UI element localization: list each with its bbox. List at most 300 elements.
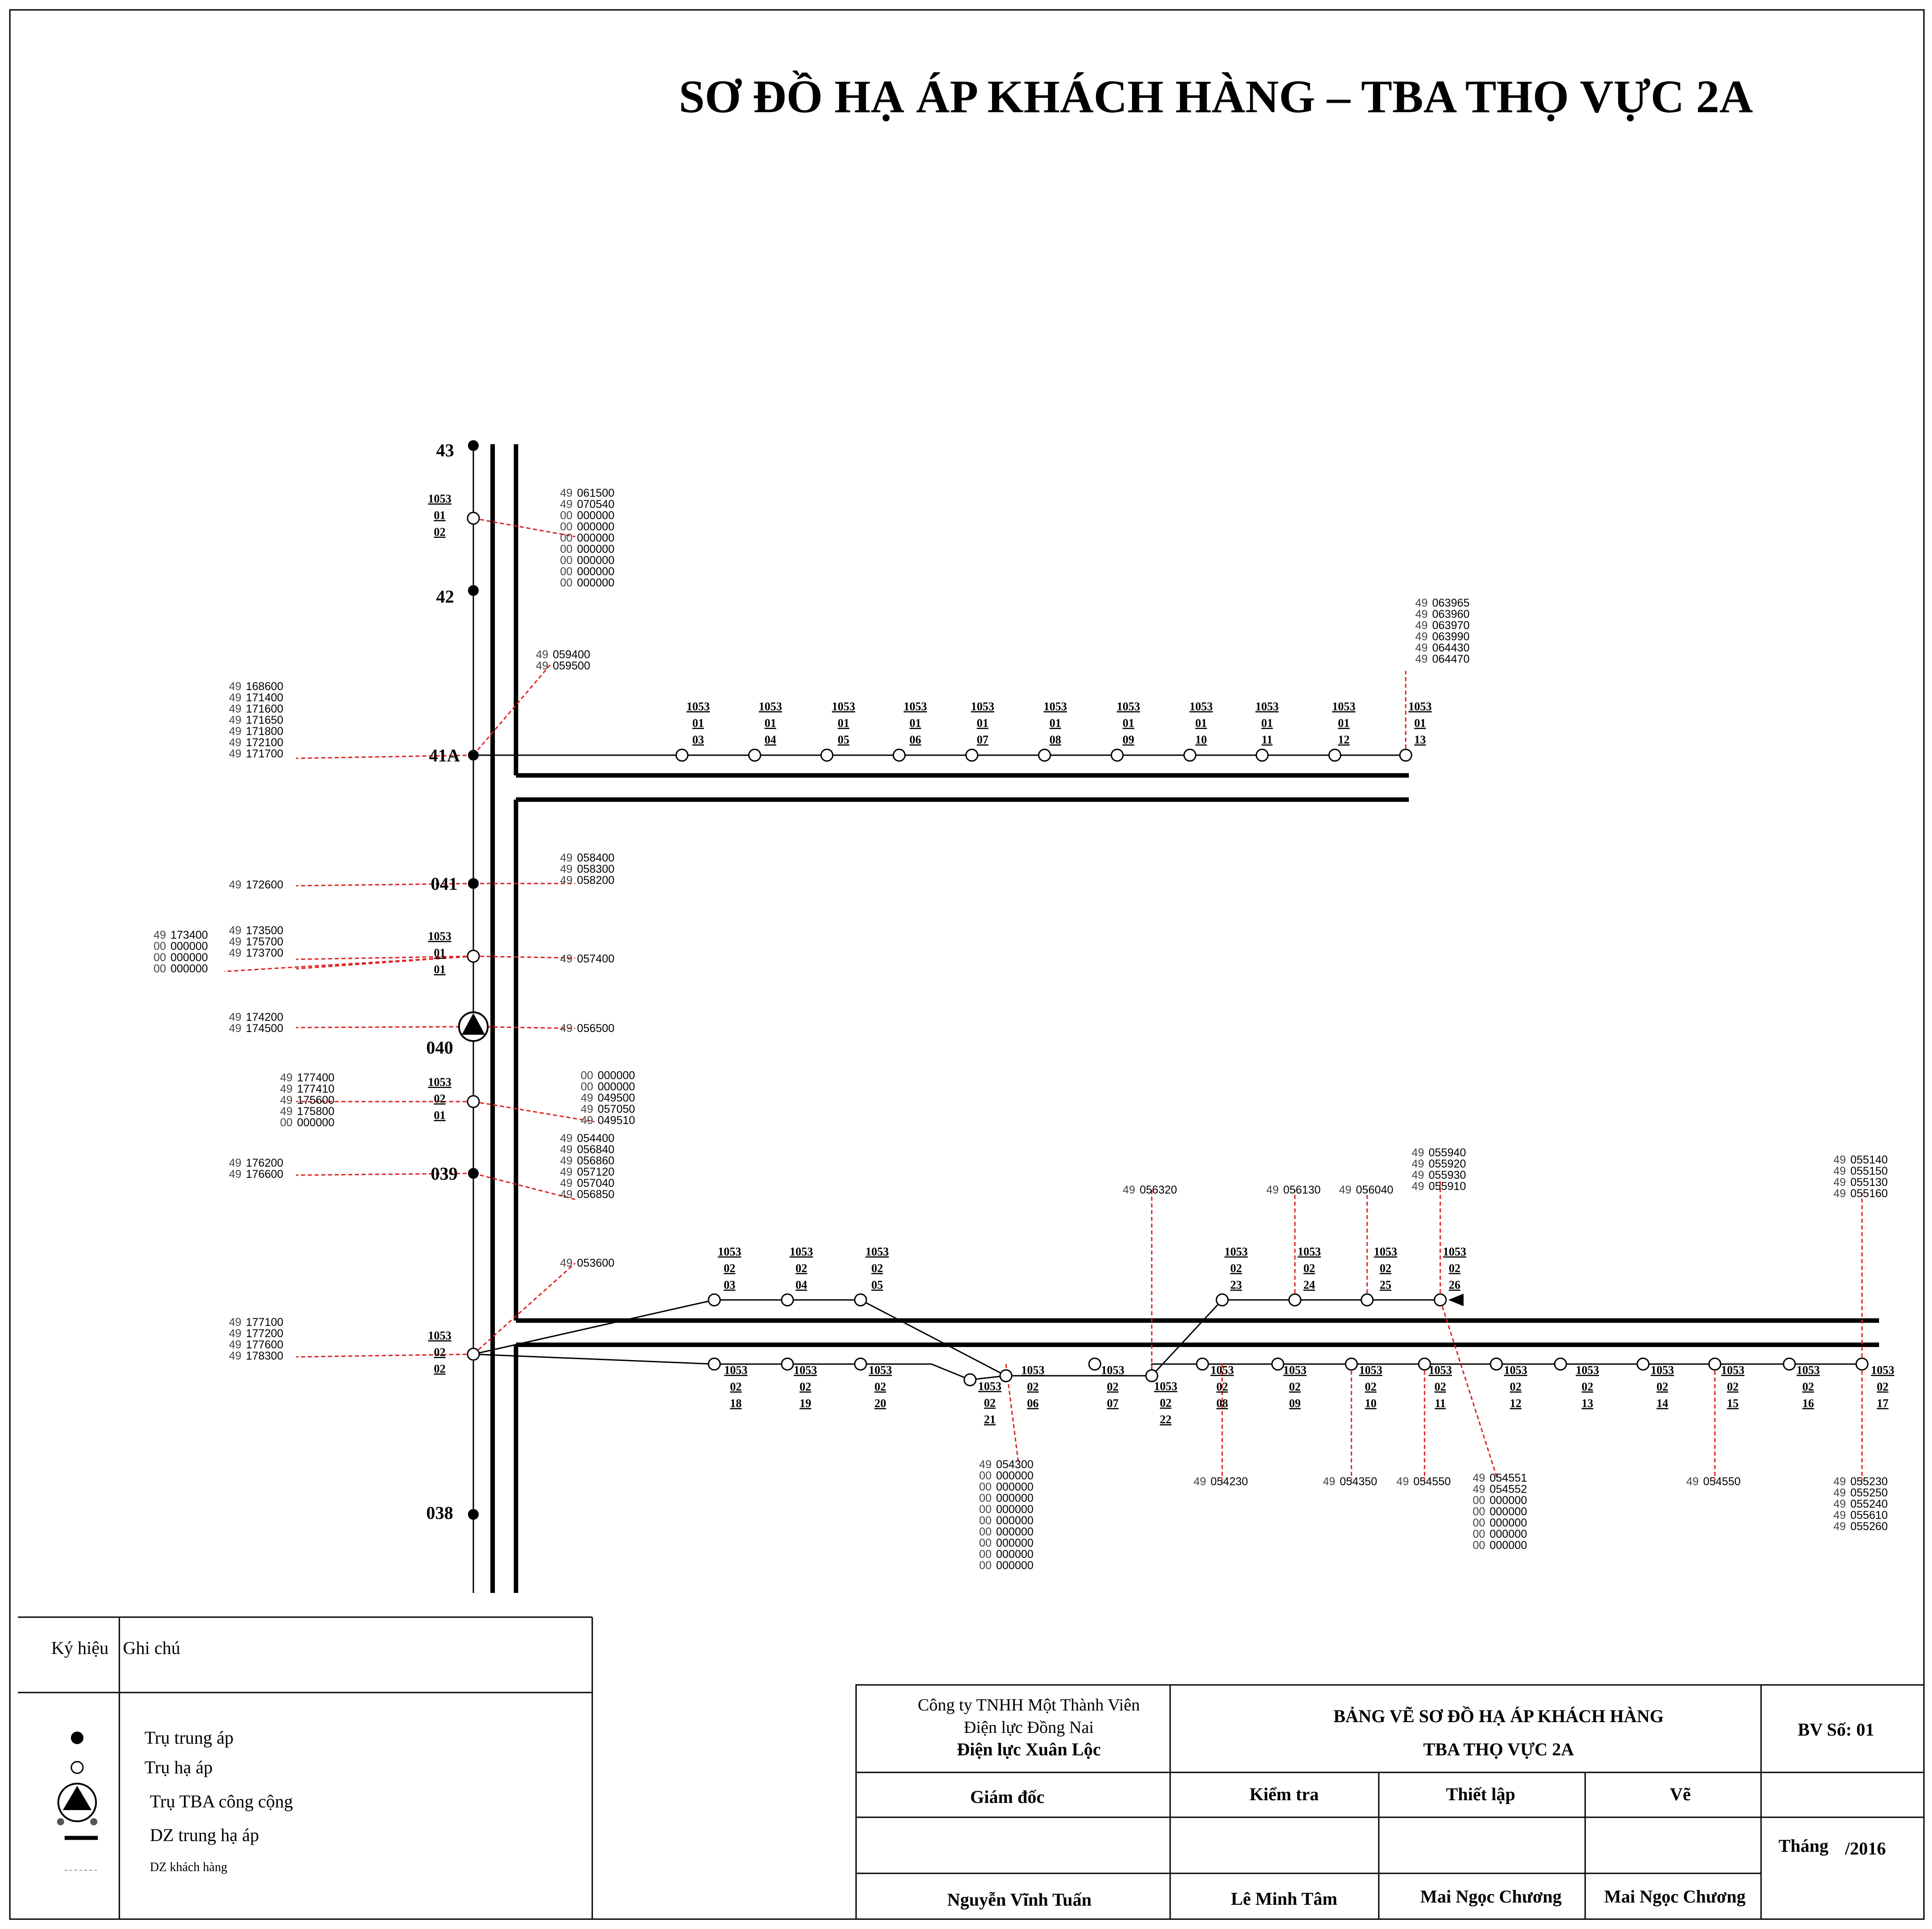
- meter-number: 000000: [170, 962, 208, 975]
- pole-code-line: 1053: [971, 700, 994, 713]
- pole-code-line: 1053: [869, 1364, 892, 1377]
- meter-prefix: 49: [560, 498, 573, 511]
- pole-code-line: 1053: [1101, 1364, 1124, 1377]
- name-check: Lê Minh Tâm: [1231, 1889, 1338, 1909]
- lv-pole-code: [1429, 1364, 1452, 1410]
- meter-number: 000000: [996, 1492, 1034, 1505]
- pole-code-line: 1053: [1021, 1364, 1045, 1377]
- meter-number: 055250: [1850, 1487, 1888, 1499]
- meter-number: 000000: [297, 1116, 335, 1129]
- pole-code-line: 07: [977, 733, 988, 746]
- meter-prefix: 49: [229, 924, 241, 937]
- pole-code-line: 01: [1049, 717, 1061, 730]
- lv-pole-02-02[interactable]: [468, 1348, 479, 1360]
- meter-number: 000000: [996, 1481, 1034, 1493]
- lv-pole-01-07[interactable]: [966, 749, 978, 761]
- meter-number: 000000: [1490, 1539, 1527, 1552]
- pole-code-line: 23: [1230, 1278, 1242, 1291]
- meter-prefix: 00: [1473, 1494, 1485, 1507]
- meter-prefix: 00: [560, 554, 573, 567]
- meter-number: 000000: [996, 1470, 1034, 1482]
- lv-pole-code: [865, 1245, 889, 1291]
- pole-code-line: 01: [434, 946, 446, 959]
- meter-prefix: 49: [229, 936, 241, 948]
- meter-prefix: 49: [229, 947, 241, 959]
- lv-pole-code: [1117, 700, 1140, 746]
- pole-code-line: 10: [1365, 1397, 1377, 1410]
- lv-pole-code: [428, 930, 451, 976]
- pole-code-line: 02: [871, 1262, 883, 1275]
- meter-number: 055140: [1850, 1154, 1888, 1166]
- lv-pole-01-11[interactable]: [1256, 749, 1268, 761]
- lv-pole-code: [1224, 1245, 1248, 1291]
- substation-symbol-040[interactable]: [459, 1012, 488, 1041]
- pole-code-line: 1053: [1154, 1380, 1177, 1393]
- lv-pole-02-05[interactable]: [855, 1294, 866, 1306]
- pole-code-line: 02: [1216, 1380, 1228, 1393]
- meter-layer: [153, 487, 1888, 1572]
- meter-prefix: 49: [1323, 1475, 1335, 1488]
- pole-code-line: 09: [1123, 733, 1134, 746]
- meter-group-m26: [1396, 1475, 1451, 1488]
- meter-group-m14: [229, 1157, 283, 1181]
- meter-number: 057040: [577, 1177, 615, 1190]
- meter-prefix: 49: [229, 879, 241, 891]
- meter-prefix: 49: [560, 852, 573, 864]
- meter-number: 059500: [553, 660, 590, 672]
- meter-prefix: 00: [979, 1492, 992, 1505]
- pole-code-line: 08: [1049, 733, 1061, 746]
- meter-number: 055930: [1429, 1169, 1466, 1181]
- pole-code-line: 1053: [1871, 1364, 1894, 1377]
- pole-code-line: 02: [984, 1396, 996, 1409]
- lv-pole-code: [724, 1364, 747, 1410]
- pole-code-line: 02: [724, 1262, 735, 1275]
- pole-code-line: 02: [1380, 1262, 1391, 1275]
- meter-prefix: 49: [1266, 1184, 1279, 1196]
- lv-pole-code: [1211, 1364, 1234, 1410]
- lv-pole-02-18[interactable]: [708, 1358, 720, 1370]
- pole-code-line: 07: [1107, 1397, 1119, 1410]
- mv-label-041: 041: [431, 874, 458, 894]
- meter-number: 168600: [246, 680, 284, 693]
- meter-group-m20: [1339, 1184, 1393, 1196]
- lv-pole-code: [832, 700, 855, 746]
- lv-pole-code: [971, 700, 994, 746]
- pole-code-line: 1053: [978, 1380, 1001, 1393]
- mv-bus-lines: [493, 444, 1879, 1593]
- meter-number: 000000: [577, 521, 615, 533]
- lv-pole-code: [869, 1364, 892, 1410]
- meter-number: 000000: [598, 1069, 635, 1082]
- lv-pole-02-21[interactable]: [964, 1374, 976, 1386]
- pole-code-line: 02: [1303, 1262, 1315, 1275]
- lv-pole-02-13[interactable]: [1555, 1358, 1566, 1370]
- pole-code-line: 15: [1727, 1397, 1739, 1410]
- lv-pole-02-24[interactable]: [1289, 1294, 1301, 1306]
- pole-code-line: 02: [1160, 1396, 1171, 1409]
- meter-number: 056040: [1356, 1184, 1394, 1196]
- meter-group-m27: [1473, 1472, 1527, 1552]
- role-check: Kiểm tra: [1249, 1784, 1319, 1804]
- meter-number: 000000: [1490, 1517, 1527, 1529]
- meter-number: 055610: [1850, 1509, 1888, 1522]
- lv-pole-code: [1359, 1364, 1382, 1410]
- mv-label-43: 43: [436, 440, 454, 460]
- meter-number: 063970: [1432, 619, 1470, 632]
- pole-code-line: 1053: [904, 700, 927, 713]
- meter-number: 178300: [246, 1350, 284, 1362]
- pole-code-line: 1053: [832, 700, 855, 713]
- pole-code-line: 01: [765, 717, 776, 730]
- pole-code-line: 01: [838, 717, 849, 730]
- lv-pole-01-08[interactable]: [1039, 749, 1050, 761]
- meter-group-m15: [560, 1132, 614, 1201]
- meter-group-m6: [229, 879, 283, 891]
- meter-number: 055130: [1850, 1176, 1888, 1189]
- pole-code-line: 1053: [724, 1364, 747, 1377]
- pole-code-line: 02: [1230, 1262, 1242, 1275]
- pole-code-line: 02: [1027, 1380, 1039, 1393]
- meter-number: 055240: [1850, 1498, 1888, 1510]
- meter-number: 057120: [577, 1166, 615, 1178]
- meter-number: 055260: [1850, 1520, 1888, 1533]
- lv-pole-02-01[interactable]: [468, 1096, 479, 1107]
- meter-prefix: 49: [1412, 1169, 1424, 1181]
- lv-pole-02-20[interactable]: [855, 1358, 866, 1370]
- lv-pole-02-07[interactable]: [1089, 1358, 1101, 1370]
- meter-number: 055920: [1429, 1158, 1466, 1170]
- company-line-1: Công ty TNHH Một Thành Viên: [918, 1696, 1140, 1715]
- pole-code-line: 02: [796, 1262, 807, 1275]
- legend-lv-pole-icon: [71, 1762, 83, 1773]
- pole-code-line: 1053: [1298, 1245, 1321, 1258]
- meter-number: 000000: [996, 1526, 1034, 1538]
- meter-prefix: 49: [1415, 653, 1428, 665]
- pole-code-line: 26: [1449, 1278, 1460, 1291]
- pole-code-line: 06: [909, 733, 921, 746]
- meter-group-m22: [1833, 1154, 1888, 1200]
- lv-pole-code: [428, 1076, 451, 1122]
- lv-pole-02-25[interactable]: [1361, 1294, 1373, 1306]
- pole-code-line: 02: [434, 525, 446, 538]
- pole-code-line: 10: [1195, 733, 1207, 746]
- pole-code-line: 01: [1195, 717, 1207, 730]
- mv-pole-041[interactable]: [468, 878, 479, 889]
- mv-label-038: 038: [426, 1503, 453, 1523]
- meter-number: 000000: [996, 1548, 1034, 1561]
- meter-prefix: 49: [229, 1327, 241, 1340]
- pole-code-line: 12: [1510, 1397, 1521, 1410]
- mv-label-040: 040: [426, 1037, 453, 1058]
- lv-pole-code: [1154, 1380, 1177, 1426]
- meter-number: 172600: [246, 879, 284, 891]
- meter-number: 054400: [577, 1132, 615, 1145]
- pole-code-line: 18: [730, 1397, 742, 1410]
- lv-pole-code: [686, 700, 710, 746]
- lv-pole-code: [1255, 700, 1279, 746]
- lv-pole-02-10[interactable]: [1346, 1358, 1357, 1370]
- company-line-2: Điện lực Đồng Nai: [964, 1718, 1094, 1737]
- lv-pole-02-15[interactable]: [1709, 1358, 1721, 1370]
- meter-prefix: 49: [229, 736, 241, 749]
- lv-pole-code: [790, 1245, 813, 1291]
- meter-number: 055910: [1429, 1180, 1466, 1193]
- pole-code-line: 02: [1582, 1380, 1593, 1393]
- meter-number: 056860: [577, 1155, 615, 1167]
- lv-pole-02-26[interactable]: [1434, 1294, 1446, 1306]
- meter-prefix: 49: [229, 714, 241, 726]
- meter-number: 174200: [246, 1011, 284, 1024]
- pole-code-line: 02: [1877, 1380, 1888, 1393]
- name-draw: Mai Ngọc Chương: [1604, 1886, 1746, 1907]
- meter-prefix: 00: [153, 962, 166, 975]
- meter-prefix: 00: [581, 1080, 593, 1093]
- lv-pole-code: [1189, 700, 1213, 746]
- lv-pole-02-17[interactable]: [1856, 1358, 1868, 1370]
- lv-pole-02-06[interactable]: [1000, 1370, 1012, 1382]
- pole-code-line: 1053: [790, 1245, 813, 1258]
- mv-pole-43[interactable]: [468, 440, 479, 451]
- pole-code-line: 1053: [1429, 1364, 1452, 1377]
- pole-code-line: 01: [1123, 717, 1134, 730]
- meter-group-m1: [560, 487, 614, 589]
- meter-group-m9: [560, 953, 614, 965]
- pole-code-line: 17: [1877, 1397, 1888, 1410]
- meter-prefix: 00: [560, 565, 573, 578]
- lv-pole-02-04[interactable]: [782, 1294, 793, 1306]
- lv-pole-01-04[interactable]: [749, 749, 761, 761]
- meter-number: 056500: [577, 1022, 615, 1035]
- customer-lines: [224, 518, 1862, 1481]
- mv-pole-41a[interactable]: [468, 750, 479, 761]
- pole-code-line: 03: [692, 733, 704, 746]
- meter-prefix: 49: [229, 703, 241, 715]
- pole-code-line: 04: [765, 733, 776, 746]
- role-setup: Thiết lập: [1446, 1784, 1516, 1804]
- pole-code-line: 13: [1582, 1397, 1593, 1410]
- pole-code-line: 02: [1107, 1380, 1119, 1393]
- meter-group-m3: [536, 648, 590, 672]
- meter-prefix: 49: [536, 648, 548, 661]
- meter-number: 173400: [170, 929, 208, 941]
- meter-prefix: 49: [1833, 1165, 1846, 1177]
- pole-code-line: 03: [724, 1278, 735, 1291]
- meter-number: 175700: [246, 936, 284, 948]
- pole-code-line: 11: [1434, 1397, 1446, 1410]
- meter-number: 175600: [297, 1094, 335, 1107]
- pole-code-line: 1053: [428, 930, 451, 943]
- lv-pole-02-09[interactable]: [1272, 1358, 1284, 1370]
- meter-number: 054300: [996, 1458, 1034, 1471]
- meter-prefix: 49: [1415, 630, 1428, 643]
- lv-pole-02-14[interactable]: [1637, 1358, 1649, 1370]
- lv-pole-02-16[interactable]: [1783, 1358, 1795, 1370]
- meter-prefix: 49: [229, 1316, 241, 1329]
- meter-prefix: 00: [560, 509, 573, 522]
- lv-pole-01-12[interactable]: [1329, 749, 1341, 761]
- meter-prefix: 49: [560, 874, 573, 887]
- pole-code-line: 02: [874, 1380, 886, 1393]
- pole-code-line: 02: [1365, 1380, 1377, 1393]
- lv-pole-01-06[interactable]: [893, 749, 905, 761]
- meter-group-m8: [229, 924, 283, 959]
- pole-code-line: 14: [1657, 1397, 1668, 1410]
- lv-pole-code: [428, 492, 451, 538]
- meter-prefix: 49: [1833, 1176, 1846, 1189]
- meter-number: 054551: [1490, 1472, 1527, 1484]
- meter-prefix: 00: [581, 1069, 593, 1082]
- meter-prefix: 49: [280, 1094, 293, 1107]
- lv-pole-code: [428, 1329, 451, 1375]
- meter-group-m7: [153, 929, 208, 975]
- meter-group-m29: [1833, 1475, 1888, 1533]
- meter-group-m12: [280, 1072, 334, 1129]
- meter-number: 058200: [577, 874, 615, 887]
- meter-prefix: 49: [229, 1022, 241, 1035]
- meter-prefix: 49: [560, 1143, 573, 1156]
- meter-prefix: 49: [229, 1338, 241, 1351]
- meter-number: 064430: [1432, 642, 1470, 654]
- lv-pole-02-12[interactable]: [1491, 1358, 1502, 1370]
- meter-number: 061500: [577, 487, 615, 499]
- meter-number: 177200: [246, 1327, 284, 1340]
- lv-pole-02-03[interactable]: [708, 1294, 720, 1306]
- meter-number: 057050: [598, 1103, 635, 1115]
- pole-code-line: 01: [434, 1109, 446, 1122]
- pole-code-line: 02: [1510, 1380, 1521, 1393]
- meter-number: 171800: [246, 725, 284, 738]
- mv-pole-42[interactable]: [468, 585, 479, 596]
- pole-code-line: 1053: [1504, 1364, 1527, 1377]
- lv-pole-code: [1576, 1364, 1599, 1410]
- mv-pole-labels: [426, 440, 460, 1523]
- name-director: Nguyễn Vĩnh Tuấn: [947, 1890, 1092, 1910]
- meter-prefix: 49: [229, 748, 241, 760]
- meter-number: 000000: [577, 509, 615, 522]
- lv-pole-01-02[interactable]: [468, 512, 479, 524]
- pole-code-line: 01: [434, 509, 446, 522]
- pole-code-line: 11: [1261, 733, 1273, 746]
- meter-group-m24: [1193, 1475, 1248, 1488]
- pole-code-line: 01: [1414, 717, 1426, 730]
- legend-item-lv-pole: Trụ hạ áp: [144, 1757, 213, 1777]
- lv-pole-code: [718, 1245, 741, 1291]
- meter-number: 000000: [996, 1537, 1034, 1549]
- pole-code-line: 1053: [1189, 700, 1213, 713]
- pole-code-line: 24: [1303, 1278, 1315, 1291]
- pole-code-line: 1053: [759, 700, 782, 713]
- meter-number: 056840: [577, 1143, 615, 1156]
- lv-pole-02-23[interactable]: [1216, 1294, 1228, 1306]
- mv-label-42: 42: [436, 586, 454, 607]
- meter-prefix: 00: [979, 1548, 992, 1561]
- meter-number: 000000: [577, 554, 615, 567]
- meter-prefix: 49: [560, 863, 573, 875]
- lv-pole-code: [1044, 700, 1067, 746]
- lv-pole-01-03[interactable]: [676, 749, 688, 761]
- year-label: /2016: [1845, 1838, 1886, 1859]
- meter-prefix: 49: [560, 1188, 573, 1201]
- meter-prefix: 49: [1412, 1158, 1424, 1170]
- lv-pole-02-19[interactable]: [782, 1358, 793, 1370]
- meter-number: 000000: [170, 951, 208, 964]
- meter-number: 172100: [246, 736, 284, 749]
- pole-code-line: 1053: [428, 1076, 451, 1089]
- mv-pole-038[interactable]: [468, 1509, 479, 1520]
- lv-pole-01-09[interactable]: [1111, 749, 1123, 761]
- lv-pole-01-05[interactable]: [821, 749, 833, 761]
- pole-code-line: 1053: [1796, 1364, 1820, 1377]
- legend-substation-icon: [57, 1784, 97, 1825]
- lv-pole-02-08[interactable]: [1197, 1358, 1208, 1370]
- meter-group-m10: [229, 1011, 283, 1035]
- meter-prefix: 00: [1473, 1505, 1485, 1518]
- meter-number: 177410: [297, 1083, 335, 1095]
- mv-pole-039[interactable]: [468, 1168, 479, 1179]
- meter-number: 000000: [170, 940, 208, 953]
- meter-group-m2: [1415, 597, 1469, 665]
- meter-prefix: 49: [229, 680, 241, 693]
- legend-item-substation: Trụ TBA công cộng: [150, 1791, 293, 1811]
- meter-number: 053600: [577, 1257, 615, 1269]
- pole-code-line: 12: [1338, 733, 1350, 746]
- pole-code-line: 16: [1802, 1397, 1814, 1410]
- pole-code-line: 1053: [428, 1329, 451, 1342]
- pole-code-line: 08: [1216, 1397, 1228, 1410]
- pole-code-line: 01: [977, 717, 988, 730]
- meter-number: 171650: [246, 714, 284, 726]
- meter-prefix: 49: [1833, 1187, 1846, 1200]
- meter-prefix: 49: [560, 1257, 573, 1269]
- meter-prefix: 49: [581, 1114, 593, 1127]
- meter-prefix: 00: [1473, 1528, 1485, 1540]
- lv-pole-code: [1332, 700, 1355, 746]
- pole-code-line: 1053: [1044, 700, 1067, 713]
- meter-number: 059400: [553, 648, 590, 661]
- meter-number: 063990: [1432, 630, 1470, 643]
- meter-number: 000000: [577, 532, 615, 544]
- page-border: [10, 10, 1924, 1919]
- lv-pole-01-01[interactable]: [468, 950, 479, 962]
- meter-number: 056130: [1283, 1184, 1321, 1196]
- meter-prefix: 49: [1415, 597, 1428, 609]
- pole-code-line: 22: [1160, 1413, 1171, 1426]
- meter-number: 171400: [246, 691, 284, 704]
- meter-group-m11: [560, 1022, 614, 1035]
- meter-prefix: 49: [229, 691, 241, 704]
- meter-prefix: 49: [1415, 642, 1428, 654]
- pole-code-line: 20: [874, 1397, 886, 1410]
- pole-code-line: 1053: [1408, 700, 1432, 713]
- meter-prefix: 49: [1412, 1146, 1424, 1159]
- role-draw: Vẽ: [1670, 1784, 1691, 1804]
- lv-pole-code: [1283, 1364, 1307, 1410]
- meter-prefix: 49: [560, 1132, 573, 1145]
- meter-prefix: 49: [979, 1458, 992, 1471]
- pole-code-line: 1053: [1332, 700, 1355, 713]
- lv-pole-01-10[interactable]: [1184, 749, 1196, 761]
- meter-number: 056320: [1140, 1184, 1177, 1196]
- lv-pole-01-13[interactable]: [1400, 749, 1412, 761]
- pole-code-line: 25: [1380, 1278, 1391, 1291]
- pole-code-line: 02: [1727, 1380, 1739, 1393]
- meter-prefix: 49: [1339, 1184, 1351, 1196]
- meter-prefix: 00: [560, 577, 573, 589]
- pole-code-line: 02: [1434, 1380, 1446, 1393]
- meter-number: 055150: [1850, 1165, 1888, 1177]
- pole-code-line: 05: [871, 1278, 883, 1291]
